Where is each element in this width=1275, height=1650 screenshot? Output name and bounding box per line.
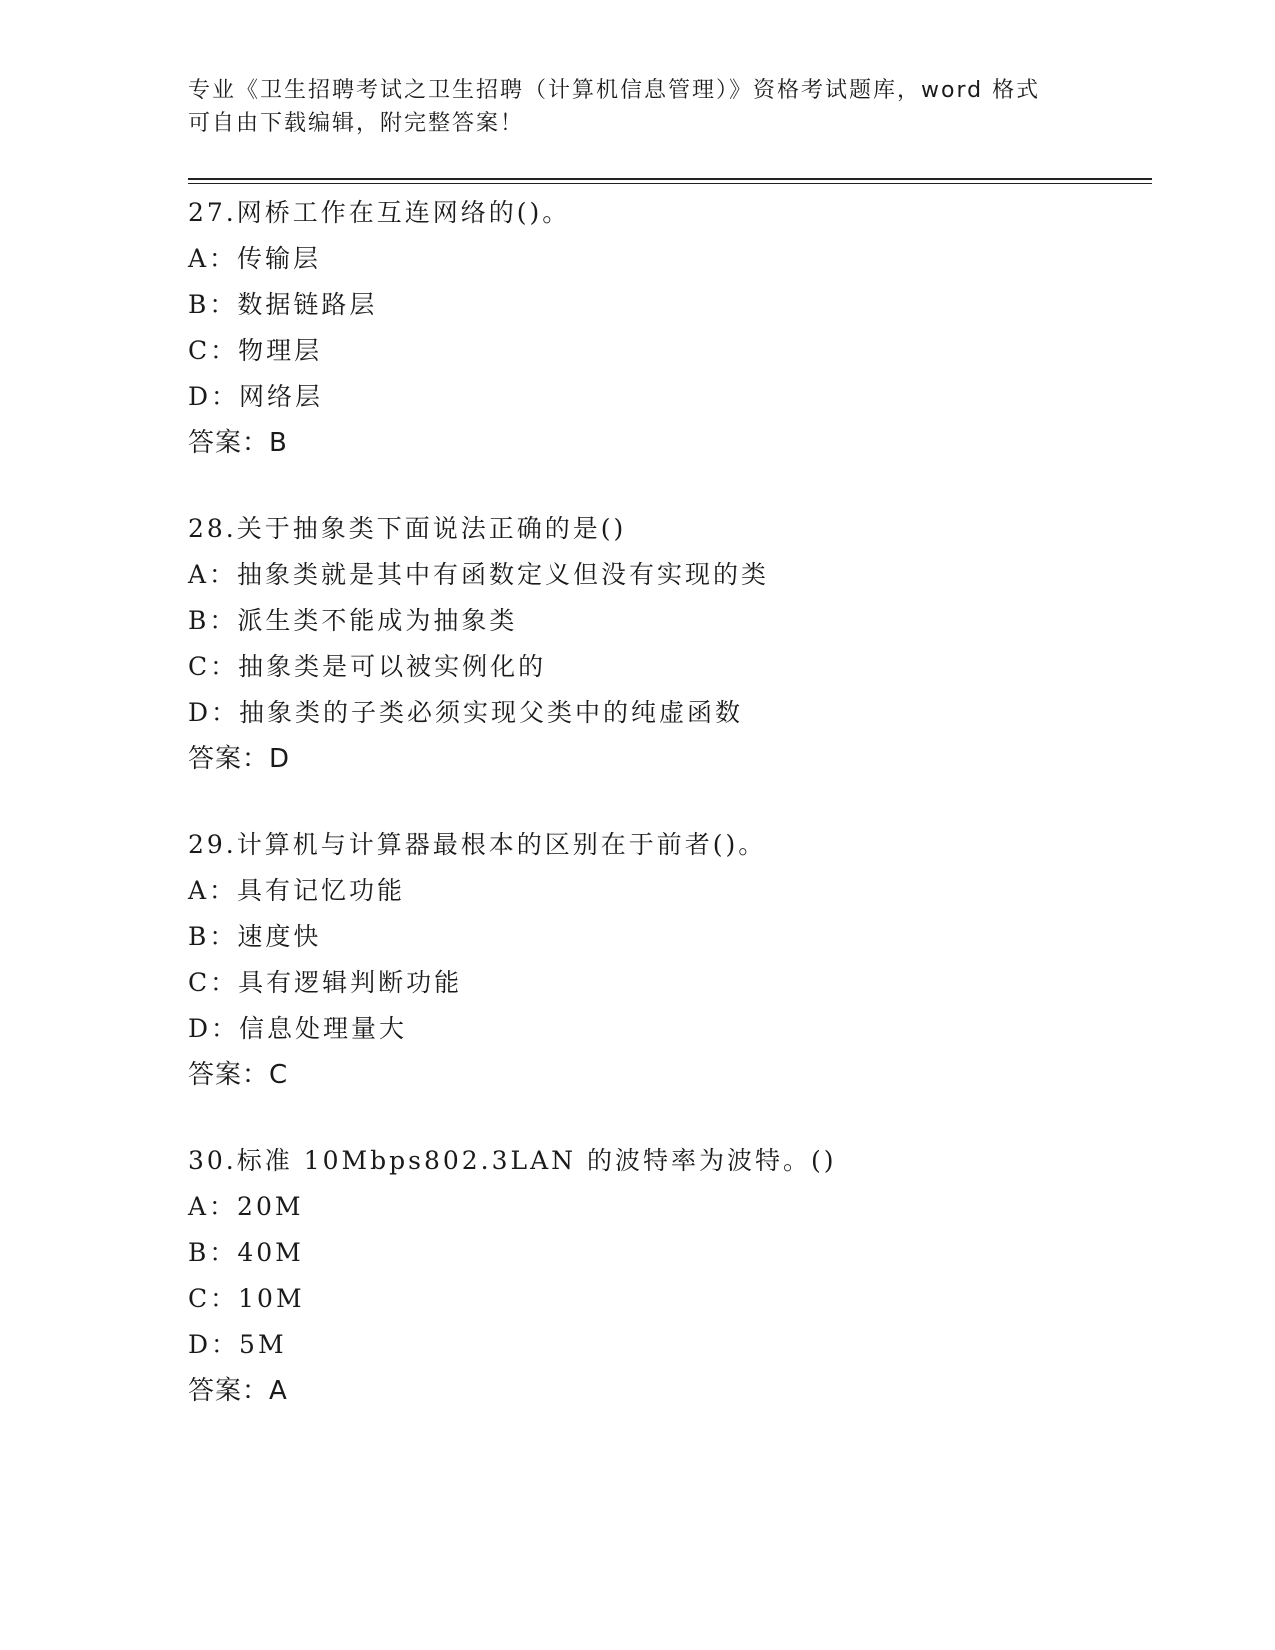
option-d: D：网络层 <box>188 382 324 411</box>
option-c: C：10M <box>188 1284 305 1313</box>
option-b: B：派生类不能成为抽象类 <box>188 606 518 635</box>
answer-label: 答案：C <box>188 1060 289 1090</box>
option-b: B：40M <box>188 1238 304 1267</box>
question-stem: 29.计算机与计算器最根本的区别在于前者()。 <box>188 830 767 859</box>
option-c: C：物理层 <box>188 336 323 365</box>
question-list <box>188 190 1152 1454</box>
option-a: A：具有记忆功能 <box>188 876 406 905</box>
option-b: B：数据链路层 <box>188 290 378 319</box>
question-30 <box>188 1138 1152 1414</box>
question-28 <box>188 506 1152 782</box>
answer-label: 答案：B <box>188 428 288 458</box>
option-d: D：信息处理量大 <box>188 1014 408 1043</box>
document-header <box>188 74 1088 140</box>
question-27 <box>188 190 1152 466</box>
answer-label: 答案：A <box>188 1376 288 1406</box>
option-d: D：5M <box>188 1330 287 1359</box>
question-stem: 30.标准 10Mbps802.3LAN 的波特率为波特。() <box>188 1146 837 1175</box>
header-divider-thin <box>188 183 1152 184</box>
question-stem: 27.网桥工作在互连网络的()。 <box>188 198 571 227</box>
question-stem: 28.关于抽象类下面说法正确的是() <box>188 514 627 543</box>
question-29 <box>188 822 1152 1098</box>
option-a: A：传输层 <box>188 244 322 273</box>
option-b: B：速度快 <box>188 922 322 951</box>
header-title-line-2: 可自由下载编辑，附完整答案！ <box>188 111 525 136</box>
option-d: D：抽象类的子类必须实现父类中的纯虚函数 <box>188 698 744 727</box>
option-a: A：20M <box>188 1192 304 1221</box>
option-a: A：抽象类就是其中有函数定义但没有实现的类 <box>188 560 770 589</box>
header-title-line-1: 专业《卫生招聘考试之卫生招聘（计算机信息管理）》资格考试题库，word 格式 <box>188 78 1041 103</box>
option-c: C：具有逻辑判断功能 <box>188 968 463 997</box>
header-divider-thick <box>188 178 1152 180</box>
option-c: C：抽象类是可以被实例化的 <box>188 652 547 681</box>
answer-label: 答案：D <box>188 744 291 774</box>
